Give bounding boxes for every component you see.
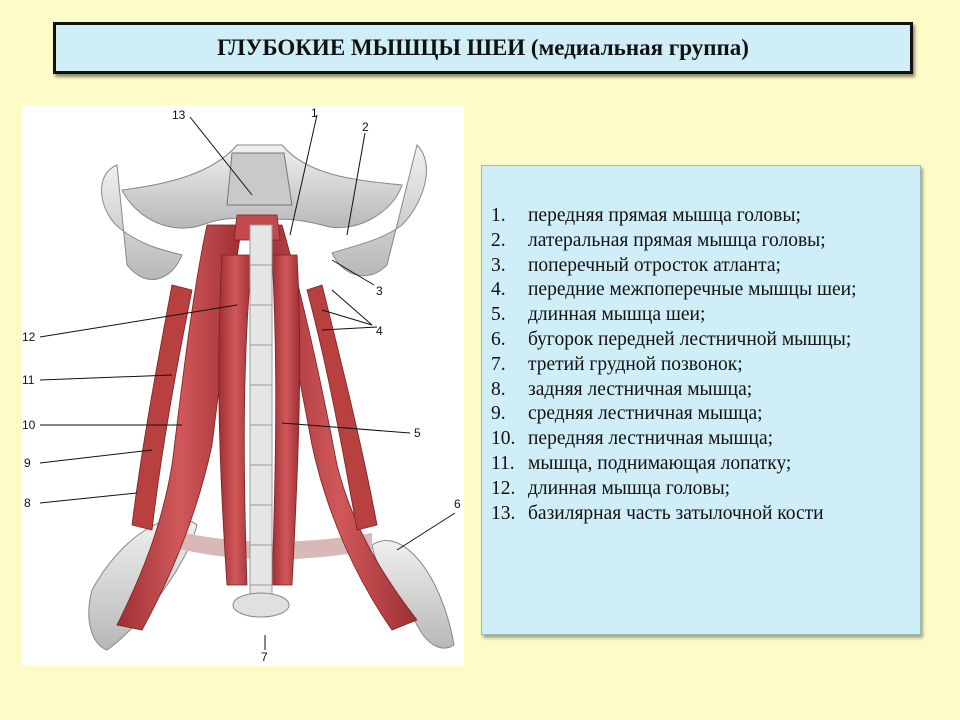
legend-item [491, 254, 914, 279]
callout-13: 13 [172, 108, 186, 122]
legend-item [491, 353, 914, 378]
legend-number: 2. [491, 229, 506, 251]
legend-item [491, 278, 914, 303]
legend-panel [481, 165, 921, 635]
legend-text: средняя лестничная мышца; [528, 403, 763, 425]
callout-10: 10 [22, 418, 36, 432]
legend-text: мышца, поднимающая лопатку; [528, 452, 792, 474]
legend-number: 6. [491, 328, 506, 350]
legend-number: 8. [491, 378, 506, 400]
anatomy-figure [22, 105, 464, 666]
longus-colli-left [219, 255, 252, 585]
callout-5: 5 [414, 426, 421, 440]
legend-text: базилярная часть затылочной кости [528, 502, 824, 524]
legend-text: передние межпоперечные мышцы шеи; [528, 279, 857, 301]
legend-number: 4. [491, 279, 506, 301]
legend-number: 7. [491, 353, 506, 375]
legend-text: передняя лестничная мышца; [528, 428, 774, 450]
callout-7: 7 [261, 650, 268, 664]
legend-number: 5. [491, 304, 506, 326]
legend-item [491, 303, 914, 328]
basilar-part [227, 153, 292, 205]
slide-title: ГЛУБОКИЕ МЫШЦЫ ШЕИ (медиальная группа) [217, 35, 749, 60]
legend-item [491, 402, 914, 427]
legend-item [491, 452, 914, 477]
callout-1: 1 [311, 106, 318, 120]
legend-text: латеральная прямая мышца головы; [528, 229, 826, 251]
slide-title-box [53, 22, 913, 74]
legend-item [491, 502, 914, 527]
legend-number: 13. [491, 502, 516, 524]
legend-number: 9. [491, 403, 506, 425]
thoracic-vertebra [233, 593, 289, 617]
legend-item [491, 204, 914, 229]
legend-text: длинная мышца головы; [528, 477, 731, 499]
callout-6: 6 [454, 497, 461, 511]
legend-item [491, 378, 914, 403]
legend-number: 10. [491, 428, 516, 450]
legend-text: третий грудной позвонок; [528, 353, 743, 375]
legend-item [491, 477, 914, 502]
callout-11: 11 [22, 373, 35, 387]
legend-text: бугорок передней лестничной мышцы; [528, 328, 852, 350]
callout-12: 12 [22, 330, 36, 344]
legend-item [491, 229, 914, 254]
legend-number: 11. [491, 452, 515, 474]
legend-text: поперечный отросток атланта; [528, 254, 781, 276]
legend-number: 12. [491, 477, 516, 499]
vertebral-column [250, 225, 272, 615]
longus-colli-right [272, 255, 300, 585]
legend-text: длинная мышца шеи; [528, 304, 706, 326]
callout-8: 8 [24, 496, 31, 510]
callout-3: 3 [376, 284, 383, 298]
legend-list [491, 204, 914, 526]
legend-number: 3. [491, 254, 506, 276]
anatomy-illustration [22, 105, 464, 666]
legend-text: передняя прямая мышца головы; [528, 205, 801, 226]
callout-4: 4 [376, 324, 383, 338]
legend-number: 1. [491, 205, 506, 226]
legend-item [491, 328, 914, 353]
callout-2: 2 [362, 120, 369, 134]
legend-item [491, 427, 914, 452]
legend-text: задняя лестничная мышца; [528, 378, 753, 400]
callout-9: 9 [24, 456, 31, 470]
